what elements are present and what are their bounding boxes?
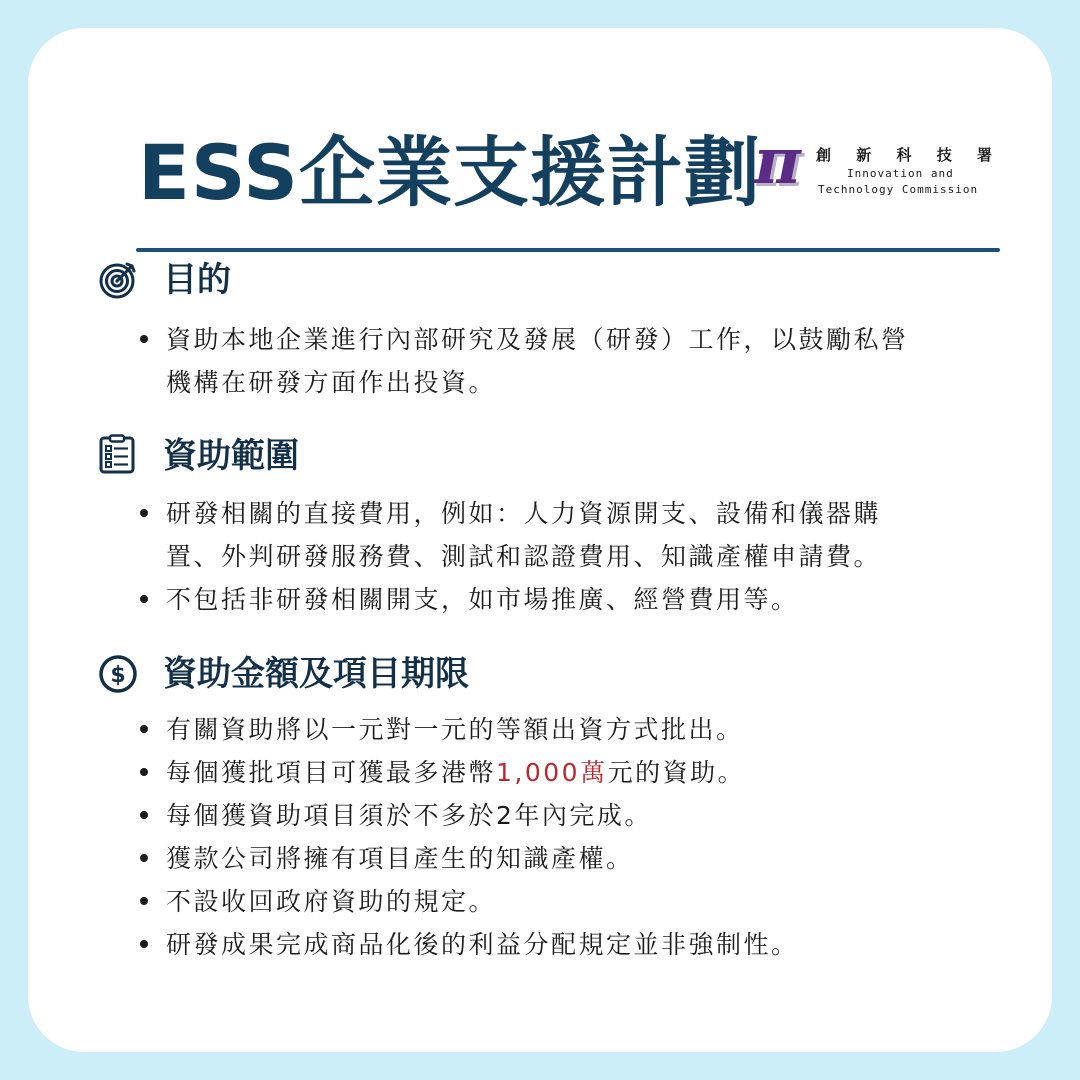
- bullet-text-before: 每個獲批項目可獲最多港幣: [166, 758, 497, 787]
- list-item: 每個獲資助項目須於不多於2年內完成。: [140, 794, 980, 837]
- dollar-circle-icon: [98, 654, 138, 694]
- funding-bullet-list: [140, 708, 980, 966]
- logo-char: 科: [896, 146, 912, 164]
- logo-char: 新: [856, 146, 872, 164]
- logo-char: 署: [976, 146, 992, 164]
- bullet-text-after: 元的資助。: [607, 758, 746, 787]
- logo-pi-symbol: π: [754, 124, 801, 199]
- section-heading-scope: 資助範圍: [163, 436, 299, 476]
- purpose-bullet-list: [140, 318, 980, 404]
- target-icon: [98, 260, 138, 300]
- bullet-line: 機構在研發方面作出投資。: [166, 368, 497, 397]
- title-divider: [136, 248, 1000, 252]
- svg-text:$: $: [110, 663, 126, 688]
- logo-char: 創: [816, 146, 832, 164]
- logo-char: 技: [936, 146, 952, 164]
- list-item: 研發成果完成商品化後的利益分配規定並非強制性。: [140, 923, 980, 966]
- list-item: 有關資助將以一元對一元的等額出資方式批出。: [140, 708, 980, 751]
- list-item: [140, 578, 980, 621]
- itc-logo: [754, 124, 1000, 208]
- section-heading-purpose: 目的: [163, 260, 231, 300]
- list-item: 不設收回政府資助的規定。: [140, 880, 980, 923]
- page-title: ESS企業支援計劃: [138, 128, 761, 217]
- list-item: [140, 318, 980, 404]
- clipboard-checklist-icon: [98, 434, 138, 474]
- section-heading-funding: 資助金額及項目期限: [163, 654, 469, 694]
- bullet-line: 研發相關的直接費用，例如：人力資源開支、設備和儀器購: [166, 499, 882, 528]
- list-item: 獲款公司將擁有項目產生的知識產權。: [140, 837, 980, 880]
- logo-english-line1: Innovation and: [847, 167, 954, 180]
- bullet-line: 資助本地企業進行內部研究及發展（研發）工作，以鼓勵私營: [166, 325, 909, 354]
- scope-bullet-list: [140, 492, 980, 621]
- list-item: [140, 492, 980, 578]
- logo-chinese-name: [816, 146, 992, 164]
- list-item: [140, 751, 980, 794]
- bullet-line: 不包括非研發相關開支，如市場推廣、經營費用等。: [166, 585, 799, 614]
- funding-amount-highlight: 1,000萬: [496, 758, 608, 787]
- logo-english-line2: Technology Commission: [818, 183, 979, 196]
- bullet-line: 置、外判研發服務費、測試和認證費用、知識產權申請費。: [166, 542, 882, 571]
